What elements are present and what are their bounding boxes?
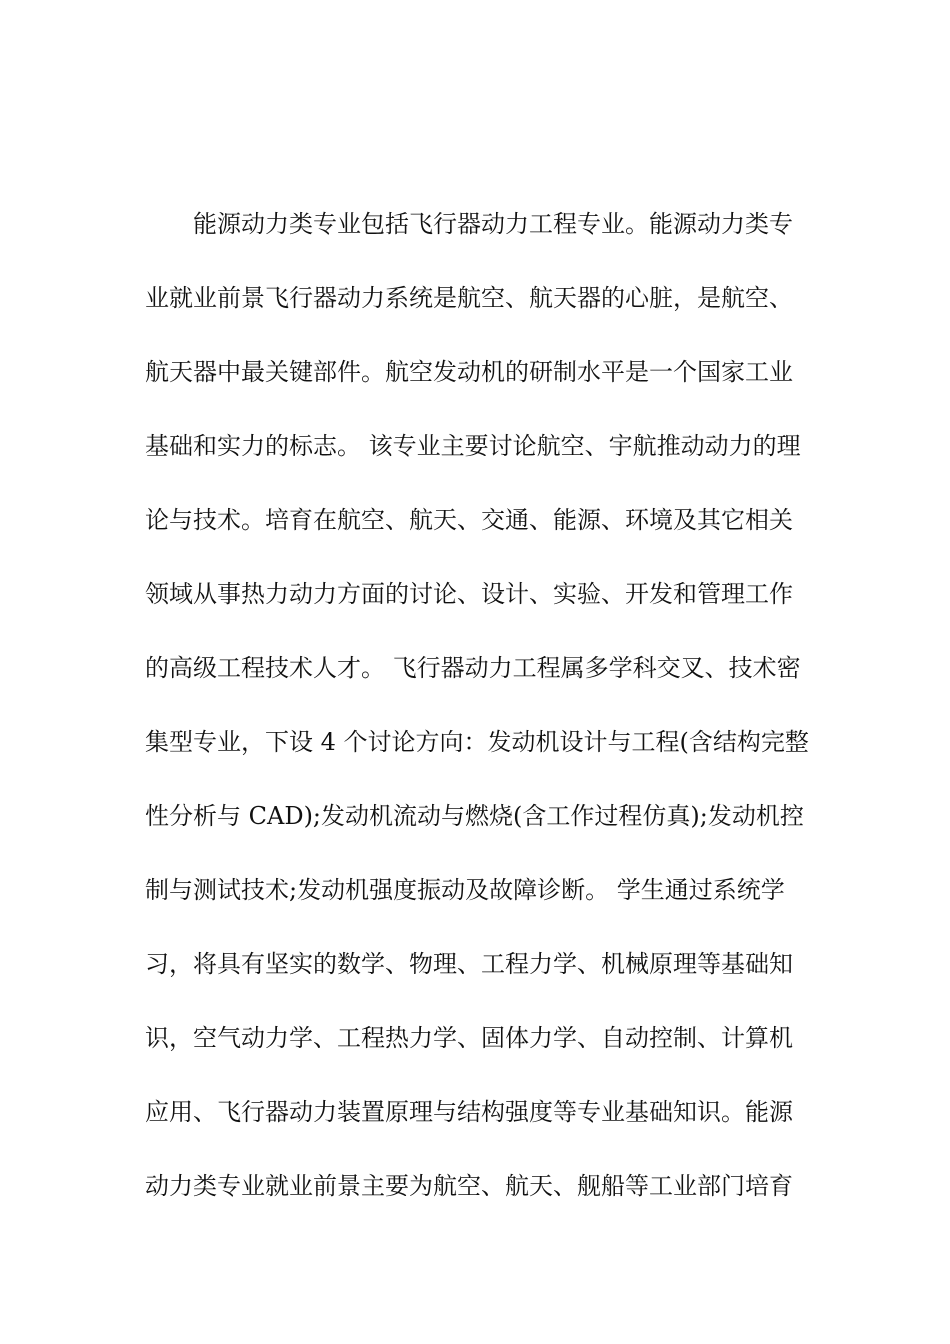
text-line-12: 识，空气动力学、工程热力学、固体力学、自动控制、计算机 <box>145 1024 793 1052</box>
text-line-8: 集型专业，下设 4 个讨论方向：发动机设计与工程(含结构完整 <box>145 728 809 756</box>
text-line-4: 基础和实力的标志。 该专业主要讨论航空、宇航推动动力的理 <box>145 432 801 460</box>
text-line-13: 应用、飞行器动力装置原理与结构强度等专业基础知识。能源 <box>145 1098 793 1126</box>
text-line-7: 的高级工程技术人才。 飞行器动力工程属多学科交叉、技术密 <box>145 654 801 682</box>
body-paragraph <box>145 206 815 1242</box>
text-line-11: 习，将具有坚实的数学、物理、工程力学、机械原理等基础知 <box>145 950 793 978</box>
text-line-3: 航天器中最关键部件。航空发动机的研制水平是一个国家工业 <box>145 358 793 386</box>
text-line-1: 能源动力类专业包括飞行器动力工程专业。能源动力类专 <box>193 210 793 238</box>
text-line-10: 制与测试技术;发动机强度振动及故障诊断。 学生通过系统学 <box>145 876 785 904</box>
text-line-2: 业就业前景飞行器动力系统是航空、航天器的心脏，是航空、 <box>145 284 793 312</box>
text-line-6: 领域从事热力动力方面的讨论、设计、实验、开发和管理工作 <box>145 580 793 608</box>
text-line-9: 性分析与 CAD);发动机流动与燃烧(含工作过程仿真);发动机控 <box>145 802 804 830</box>
text-line-14: 动力类专业就业前景主要为航空、航天、舰船等工业部门培育 <box>145 1172 793 1200</box>
text-line-5: 论与技术。培育在航空、航天、交通、能源、环境及其它相关 <box>145 506 793 534</box>
